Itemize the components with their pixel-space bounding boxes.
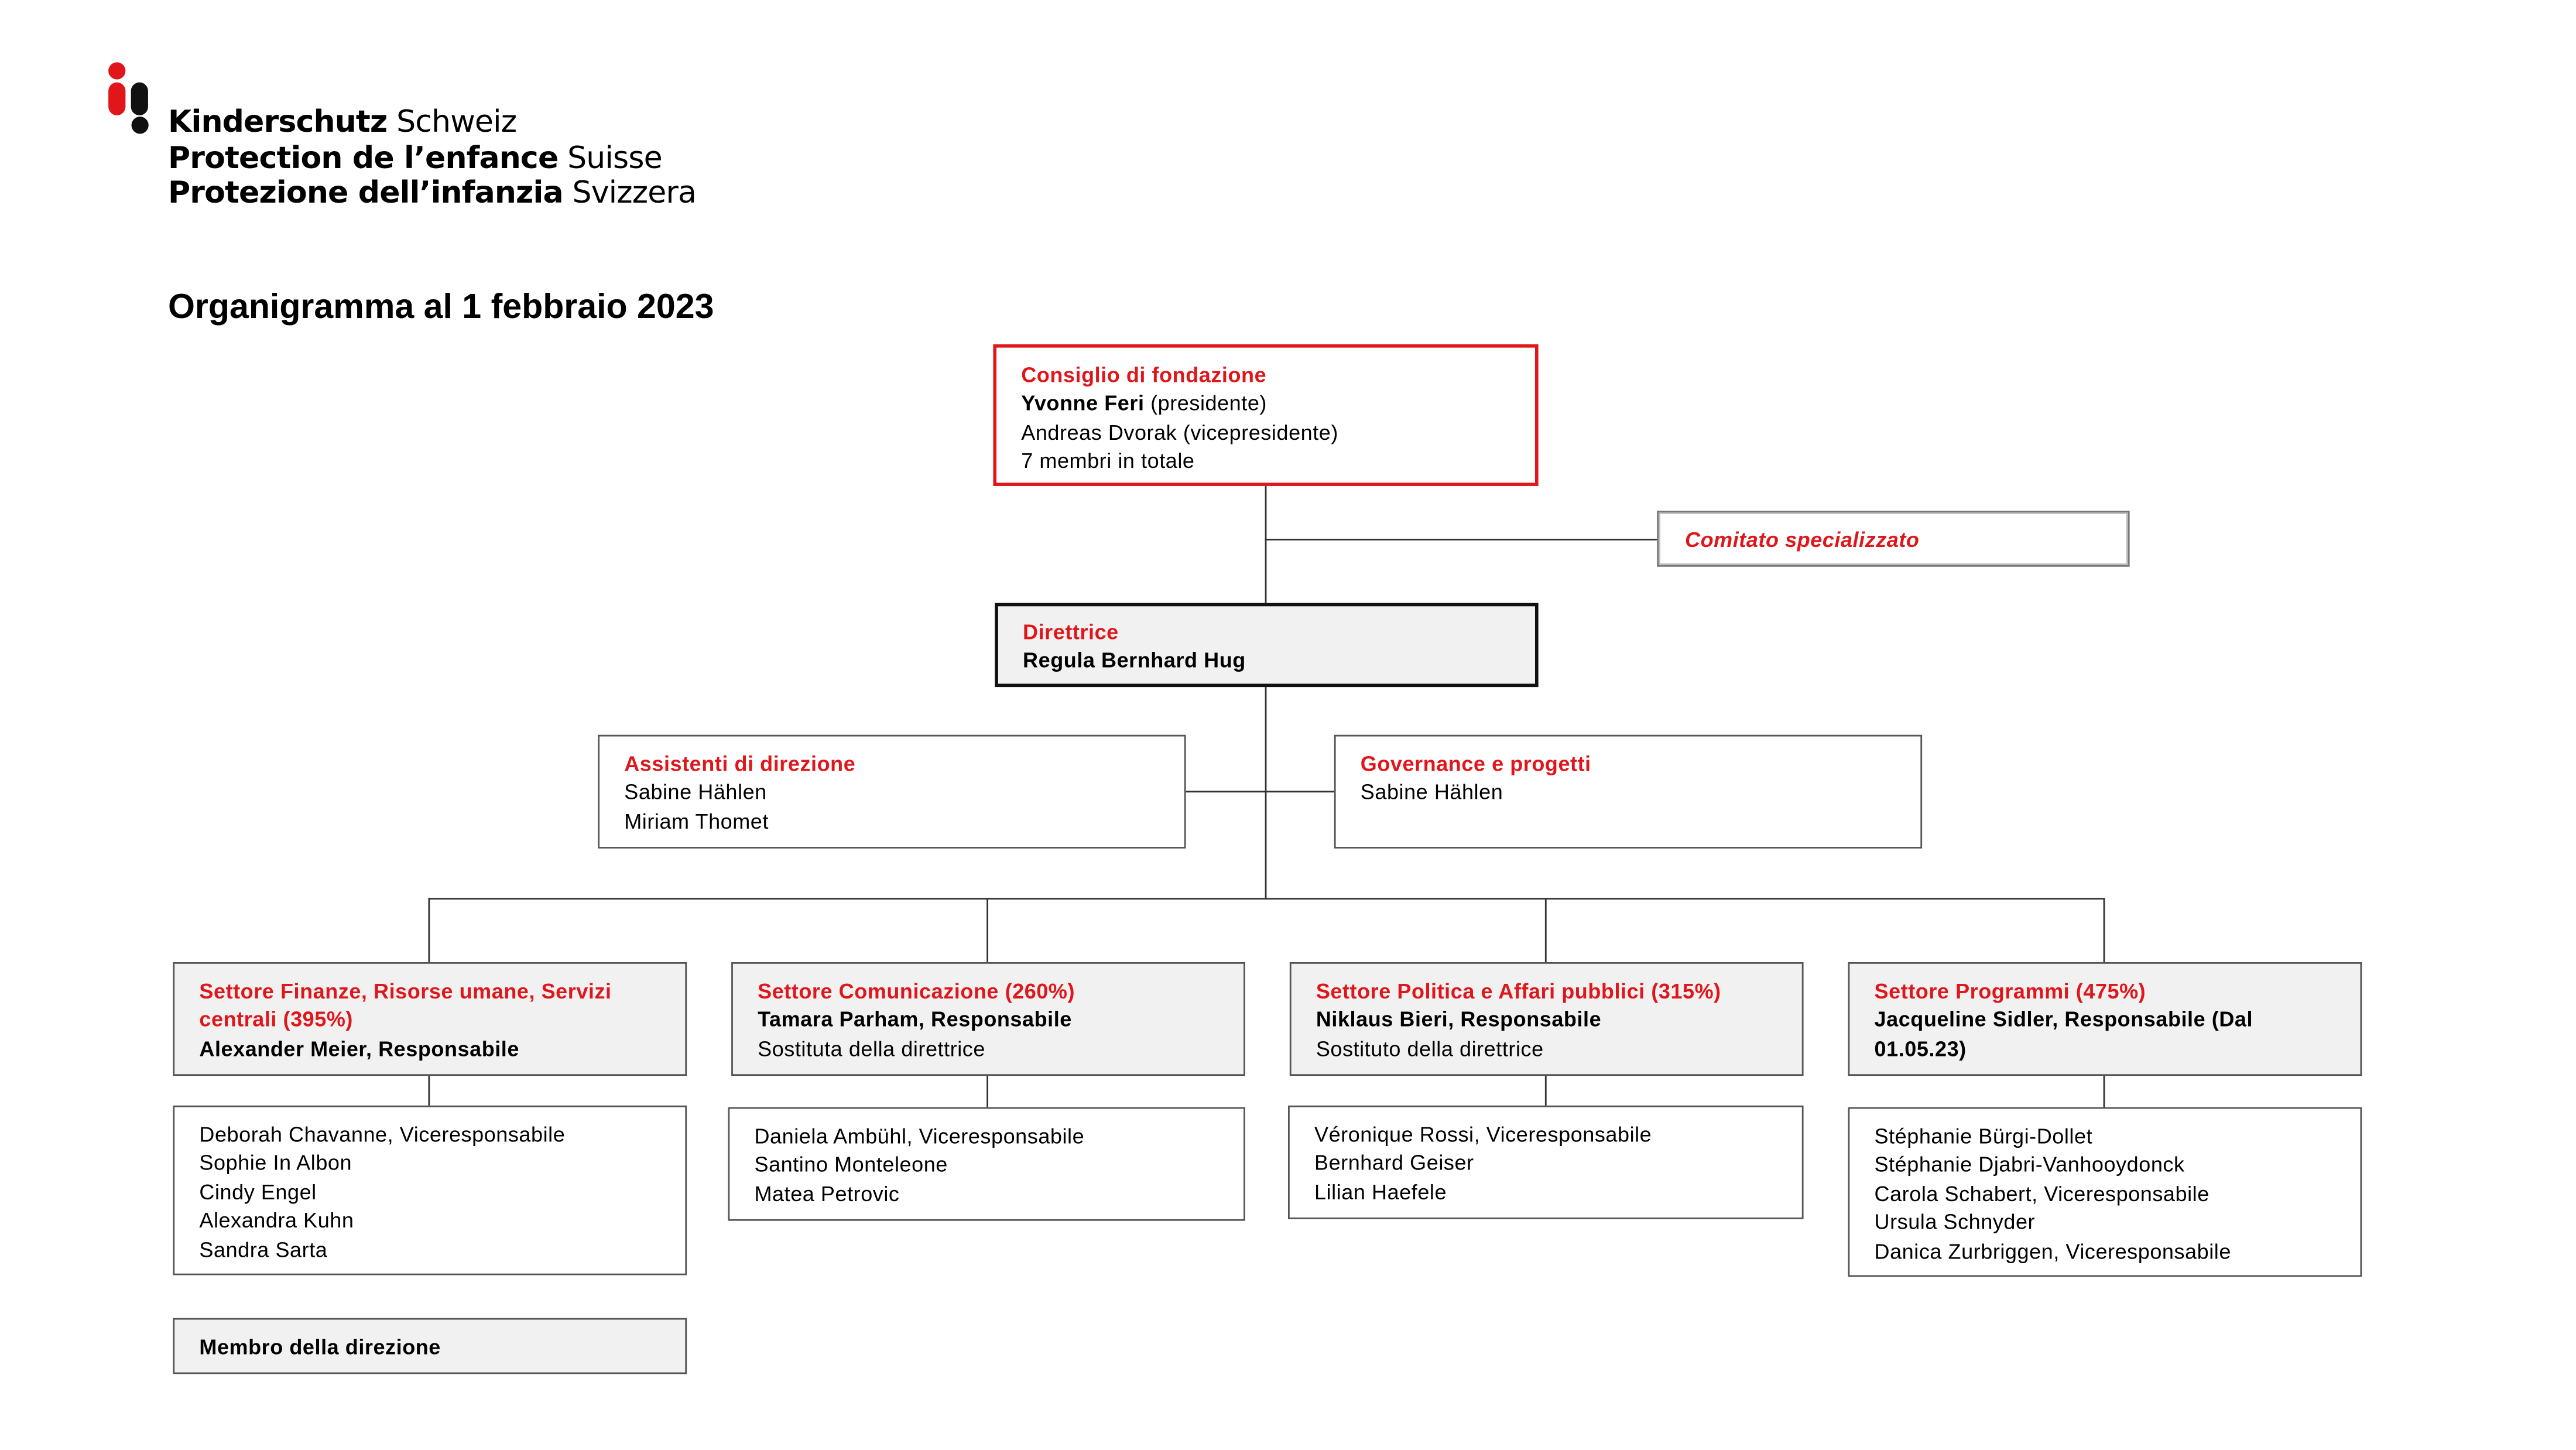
sector-header: Settore Programmi (475%)	[1874, 979, 2146, 1004]
director-box	[995, 603, 1538, 687]
legend-management-member	[173, 1318, 687, 1374]
sector-lead: Jacqueline Sidler, Responsabile (Dal 01.05.23)	[1874, 1007, 2253, 1061]
connector-team-3	[1545, 1074, 1547, 1107]
legend-label: Membro della direzione	[199, 1334, 441, 1359]
assistant-member: Miriam Thomet	[624, 808, 769, 834]
team-member: Alexandra Kuhn	[199, 1208, 354, 1233]
logo-icon	[102, 61, 158, 140]
connector-board-director	[1265, 484, 1267, 604]
sector-header: Settore Politica e Affari pubblici (315%)	[1316, 979, 1721, 1004]
team-box-programs	[1848, 1107, 2362, 1277]
committee-header: Comitato specializzato	[1685, 527, 1920, 552]
team-box-politics	[1288, 1106, 1804, 1219]
sector-lead: Alexander Meier, Responsabile	[199, 1036, 519, 1061]
connector-sector-1	[428, 898, 430, 964]
board-header: Consiglio di fondazione	[1021, 362, 1267, 388]
sector-box-finance	[173, 962, 687, 1076]
logo-line-it: Protezione dell’infanzia Svizzera	[167, 176, 697, 211]
governance-box	[1334, 735, 1922, 849]
connector-staff	[1186, 791, 1334, 792]
logo-black-dot	[132, 117, 149, 134]
logo-red-dot	[108, 62, 125, 79]
sector-header: Settore Finanze, Risorse umane, Servizi centrali (395%)	[199, 979, 612, 1032]
sector-sub: Sostituta della direttrice	[758, 1036, 985, 1061]
sector-sub: Sostituto della direttrice	[1316, 1036, 1544, 1061]
board-total: 7 membri in totale	[1021, 448, 1195, 474]
director-name: Regula Bernhard Hug	[1023, 648, 1246, 673]
connector-sector-3	[1545, 898, 1547, 964]
connector-sector-bar	[428, 898, 2105, 900]
governance-header: Governance e progetti	[1360, 751, 1591, 777]
logo-red-bar	[108, 83, 125, 115]
team-member: Sophie In Albon	[199, 1150, 352, 1176]
team-member: Deborah Chavanne, Viceresponsabile	[199, 1121, 566, 1147]
team-member: Daniela Ambühl, Viceresponsabile	[754, 1123, 1085, 1148]
sector-header: Settore Comunicazione (260%)	[758, 979, 1075, 1004]
connector-team-1	[428, 1074, 430, 1107]
board-box	[993, 344, 1538, 486]
team-member: Sandra Sarta	[199, 1236, 328, 1261]
team-member: Ursula Schnyder	[1874, 1209, 2036, 1234]
director-header: Direttrice	[1023, 619, 1119, 645]
committee-box	[1657, 511, 2129, 567]
connector-team-2	[986, 1074, 988, 1109]
sector-lead: Niklaus Bieri, Responsabile	[1316, 1007, 1602, 1032]
logo-line-fr: Protection de l’enfance Suisse	[167, 141, 662, 176]
sector-box-communication	[731, 962, 1245, 1076]
sector-box-programs	[1848, 962, 2362, 1076]
team-member: Lilian Haefele	[1314, 1179, 1447, 1204]
governance-member: Sabine Hählen	[1360, 779, 1503, 805]
connector-sector-2	[986, 898, 988, 964]
team-member: Matea Petrovic	[754, 1181, 900, 1206]
connector-committee	[1265, 539, 1659, 541]
connector-sector-4	[2104, 898, 2105, 964]
team-member: Santino Monteleone	[754, 1152, 948, 1177]
assistants-box	[598, 735, 1186, 849]
team-member: Stéphanie Djabri-Vanhooydonck	[1874, 1152, 2185, 1177]
team-member: Carola Schabert, Viceresponsabile	[1874, 1181, 2210, 1206]
team-member: Stéphanie Bürgi-Dollet	[1874, 1123, 2093, 1148]
board-vice: Andreas Dvorak (vicepresidente)	[1021, 419, 1338, 445]
logo-wordmark	[168, 105, 696, 211]
page-title: Organigramma al 1 febbraio 2023	[167, 288, 714, 327]
team-box-finance	[173, 1106, 687, 1275]
sector-lead: Tamara Parham, Responsabile	[758, 1007, 1072, 1032]
team-box-communication	[728, 1107, 1245, 1221]
logo-black-bar	[131, 83, 148, 115]
assistant-member: Sabine Hählen	[624, 779, 767, 805]
team-member: Danica Zurbriggen, Viceresponsabile	[1874, 1238, 2231, 1263]
connector-team-4	[2104, 1074, 2105, 1109]
board-president: Yvonne Feri (presidente)	[1021, 391, 1267, 416]
sector-box-politics	[1290, 962, 1804, 1076]
team-member: Cindy Engel	[199, 1179, 317, 1204]
team-member: Bernhard Geiser	[1314, 1150, 1474, 1176]
assistants-header: Assistenti di direzione	[624, 751, 856, 777]
team-member: Véronique Rossi, Viceresponsabile	[1314, 1121, 1652, 1147]
logo-line-de: Kinderschutz Schweiz	[167, 105, 517, 141]
